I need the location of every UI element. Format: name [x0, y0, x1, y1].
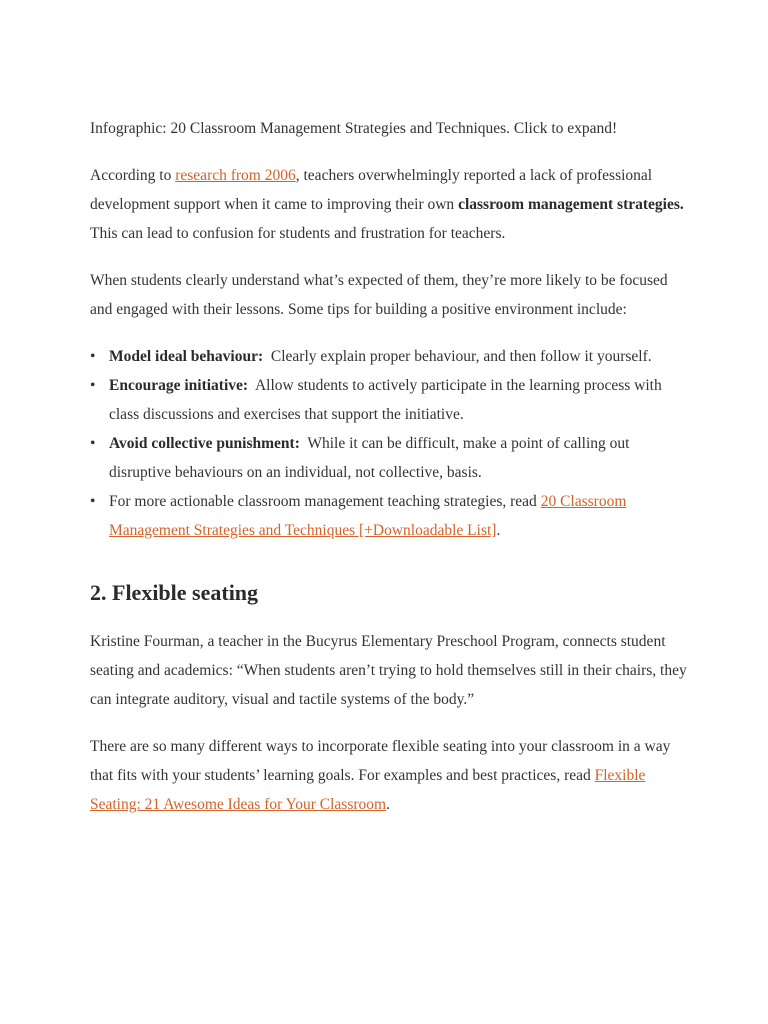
para4-text: There are so many different ways to incorporate flexible seating into your classroom in a way that fits with your students’ learning goals. For examples and best practices, read [90, 738, 671, 784]
para1-text-middle: , teachers overwhelmingly reported a lack of professional development support when it came to improving their own [90, 167, 653, 213]
tip-text: While it can be difficult, make a point of calling out disruptive behaviours on an individual, not collective, basis. [109, 435, 630, 481]
tip-text: For more actionable classroom management teaching strategies, read [109, 493, 541, 510]
tip-text: Clearly explain proper behaviour, and then follow it yourself. [270, 348, 652, 365]
flexible-seating-paragraph [90, 732, 690, 819]
para4-text-end: . [386, 796, 390, 813]
para1-text-end: This can lead to confusion for students and frustration for teachers. [90, 225, 506, 242]
tip-title: Model ideal behaviour: [109, 348, 264, 365]
fourman-quote-paragraph: Kristine Fourman, a teacher in the Bucyrus Elementary Preschool Program, connects student seating and academics: “When students aren’t trying to hold themselves still in their chairs, they can integrate auditory, visual and tactile systems of the body.” [90, 633, 687, 708]
tip-text: Allow students to actively participate in the learning process with class discussions and exercises that support the initiative. [109, 377, 662, 423]
bullet-icon: • [90, 493, 96, 510]
flexible-seating-link[interactable]: Flexible Seating: 21 Awesome Ideas for Your Classroom [90, 767, 646, 813]
list-item [90, 487, 690, 545]
infographic-caption[interactable]: Infographic: 20 Classroom Management Strategies and Techniques. Click to expand! [90, 120, 618, 137]
research-2006-link[interactable]: research from 2006 [175, 167, 296, 184]
tips-intro-paragraph: When students clearly understand what’s expected of them, they’re more likely to be focused and engaged with their lessons. Some tips for building a positive environment include: [90, 272, 668, 318]
intro-paragraph [90, 161, 690, 248]
bullet-icon: • [90, 348, 96, 365]
tip-title: Encourage initiative: [109, 377, 249, 394]
bullet-icon: • [90, 435, 96, 452]
bullet-icon: • [90, 377, 96, 394]
article-body [90, 114, 690, 819]
list-item [90, 371, 690, 429]
section-heading: 2. Flexible seating [90, 580, 259, 605]
tip-text-end: . [496, 522, 501, 539]
tips-list [90, 342, 690, 545]
tip-title: Avoid collective punishment: [109, 435, 300, 452]
list-item [90, 342, 690, 371]
classroom-strategies-link[interactable]: 20 Classroom Management Strategies and Techniques [+Downloadable List] [109, 493, 627, 539]
para1-text-start: According to [90, 167, 176, 184]
list-item [90, 429, 690, 487]
para1-bold-phrase: classroom management strategies. [458, 196, 684, 213]
